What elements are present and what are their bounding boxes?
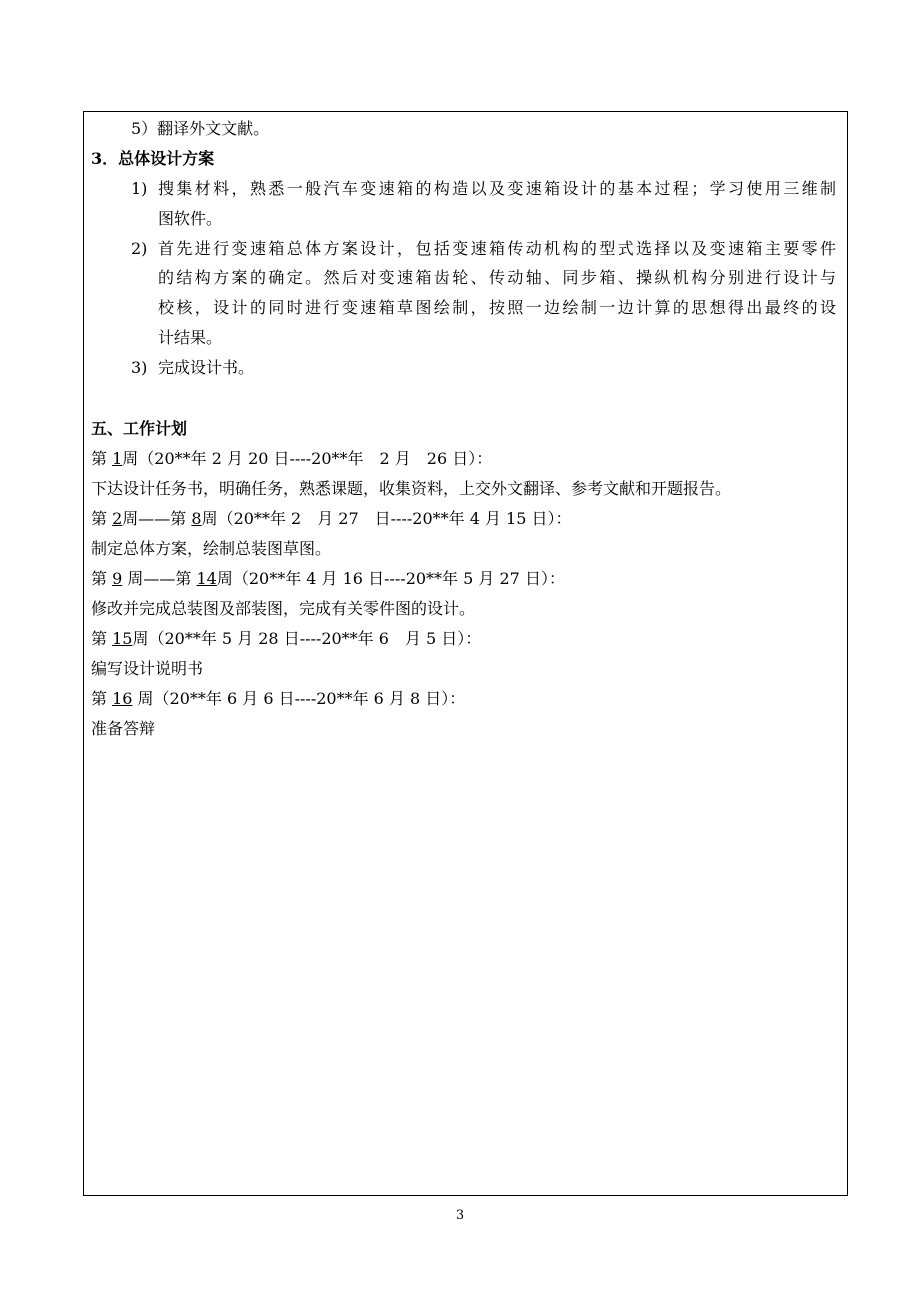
section3-item2-line1: 首先进行变速箱总体方案设计，包括变速箱传动机构的型式选择以及变速箱主要零件 (158, 239, 836, 258)
week-prefix: 第 (91, 569, 113, 588)
section3-item2-line3: 校核，设计的同时进行变速箱草图绘制，按照一边绘制一边计算的思想得出最终的设 (158, 298, 836, 317)
page-number: 3 (455, 1208, 465, 1223)
week-2-8-period (91, 509, 572, 529)
week-connector: 周——第 (122, 569, 197, 588)
week-number-end: 8 (191, 509, 202, 528)
week-1-period (91, 449, 492, 469)
week-1-task: 下达设计任务书，明确任务，熟悉课题，收集资料，上交外文翻译、参考文献和开题报告。 (91, 479, 732, 498)
section3-item1-line2: 图软件。 (158, 209, 223, 228)
week-15-task: 编写设计说明书 (91, 659, 204, 678)
week-prefix: 第 (91, 509, 113, 528)
week-number: 2 (112, 509, 123, 528)
section5-heading: 五、工作计划 (91, 419, 188, 438)
week-prefix: 第 (91, 449, 113, 468)
week-9-14-period (91, 569, 565, 589)
week-range: 周（20**年 6 月 6 日----20**年 6 月 8 日）： (132, 689, 466, 708)
section3-item3-marker: 3) (131, 358, 148, 377)
week-number: 15 (112, 629, 133, 648)
section3-item1-line1: 搜集材料，熟悉一般汽车变速箱的构造以及变速箱设计的基本过程；学习使用三维制 (158, 179, 836, 198)
week-number: 1 (112, 449, 123, 468)
section3-heading: 3．总体设计方案 (91, 149, 215, 168)
week-range: 周（20**年 2 月 27 日----20**年 4 月 15 日）： (201, 509, 572, 528)
week-connector: 周——第 (122, 509, 192, 528)
section3-item2-marker: 2) (131, 239, 148, 258)
week-number-end: 14 (196, 569, 217, 588)
week-prefix: 第 (91, 629, 113, 648)
week-15-period (91, 629, 481, 649)
section3-item2-line2: 的结构方案的确定。然后对变速箱齿轮、传动轴、同步箱、操纵机构分别进行设计与 (158, 268, 836, 287)
week-range: 周（20**年 5 月 28 日----20**年 6 月 5 日）： (132, 629, 482, 648)
section3-item2-line4: 计结果。 (158, 328, 223, 347)
section3-item1-marker: 1) (131, 179, 148, 198)
week-range: 周（20**年 4 月 16 日----20**年 5 月 27 日）： (216, 569, 565, 588)
week-number: 9 (112, 569, 123, 588)
section4-item-5: 5）翻译外文文献。 (131, 119, 270, 138)
week-prefix: 第 (91, 689, 113, 708)
week-16-period (91, 689, 465, 709)
week-9-14-task: 修改并完成总装图及部装图，完成有关零件图的设计。 (91, 599, 476, 618)
section3-item3-line1: 完成设计书。 (158, 358, 255, 377)
week-number: 16 (112, 689, 133, 708)
week-2-8-task: 制定总体方案，绘制总装图草图。 (91, 539, 332, 558)
week-range: 周（20**年 2 月 20 日----20**年 2 月 26 日）： (122, 449, 493, 468)
week-16-task: 准备答辩 (91, 719, 156, 738)
